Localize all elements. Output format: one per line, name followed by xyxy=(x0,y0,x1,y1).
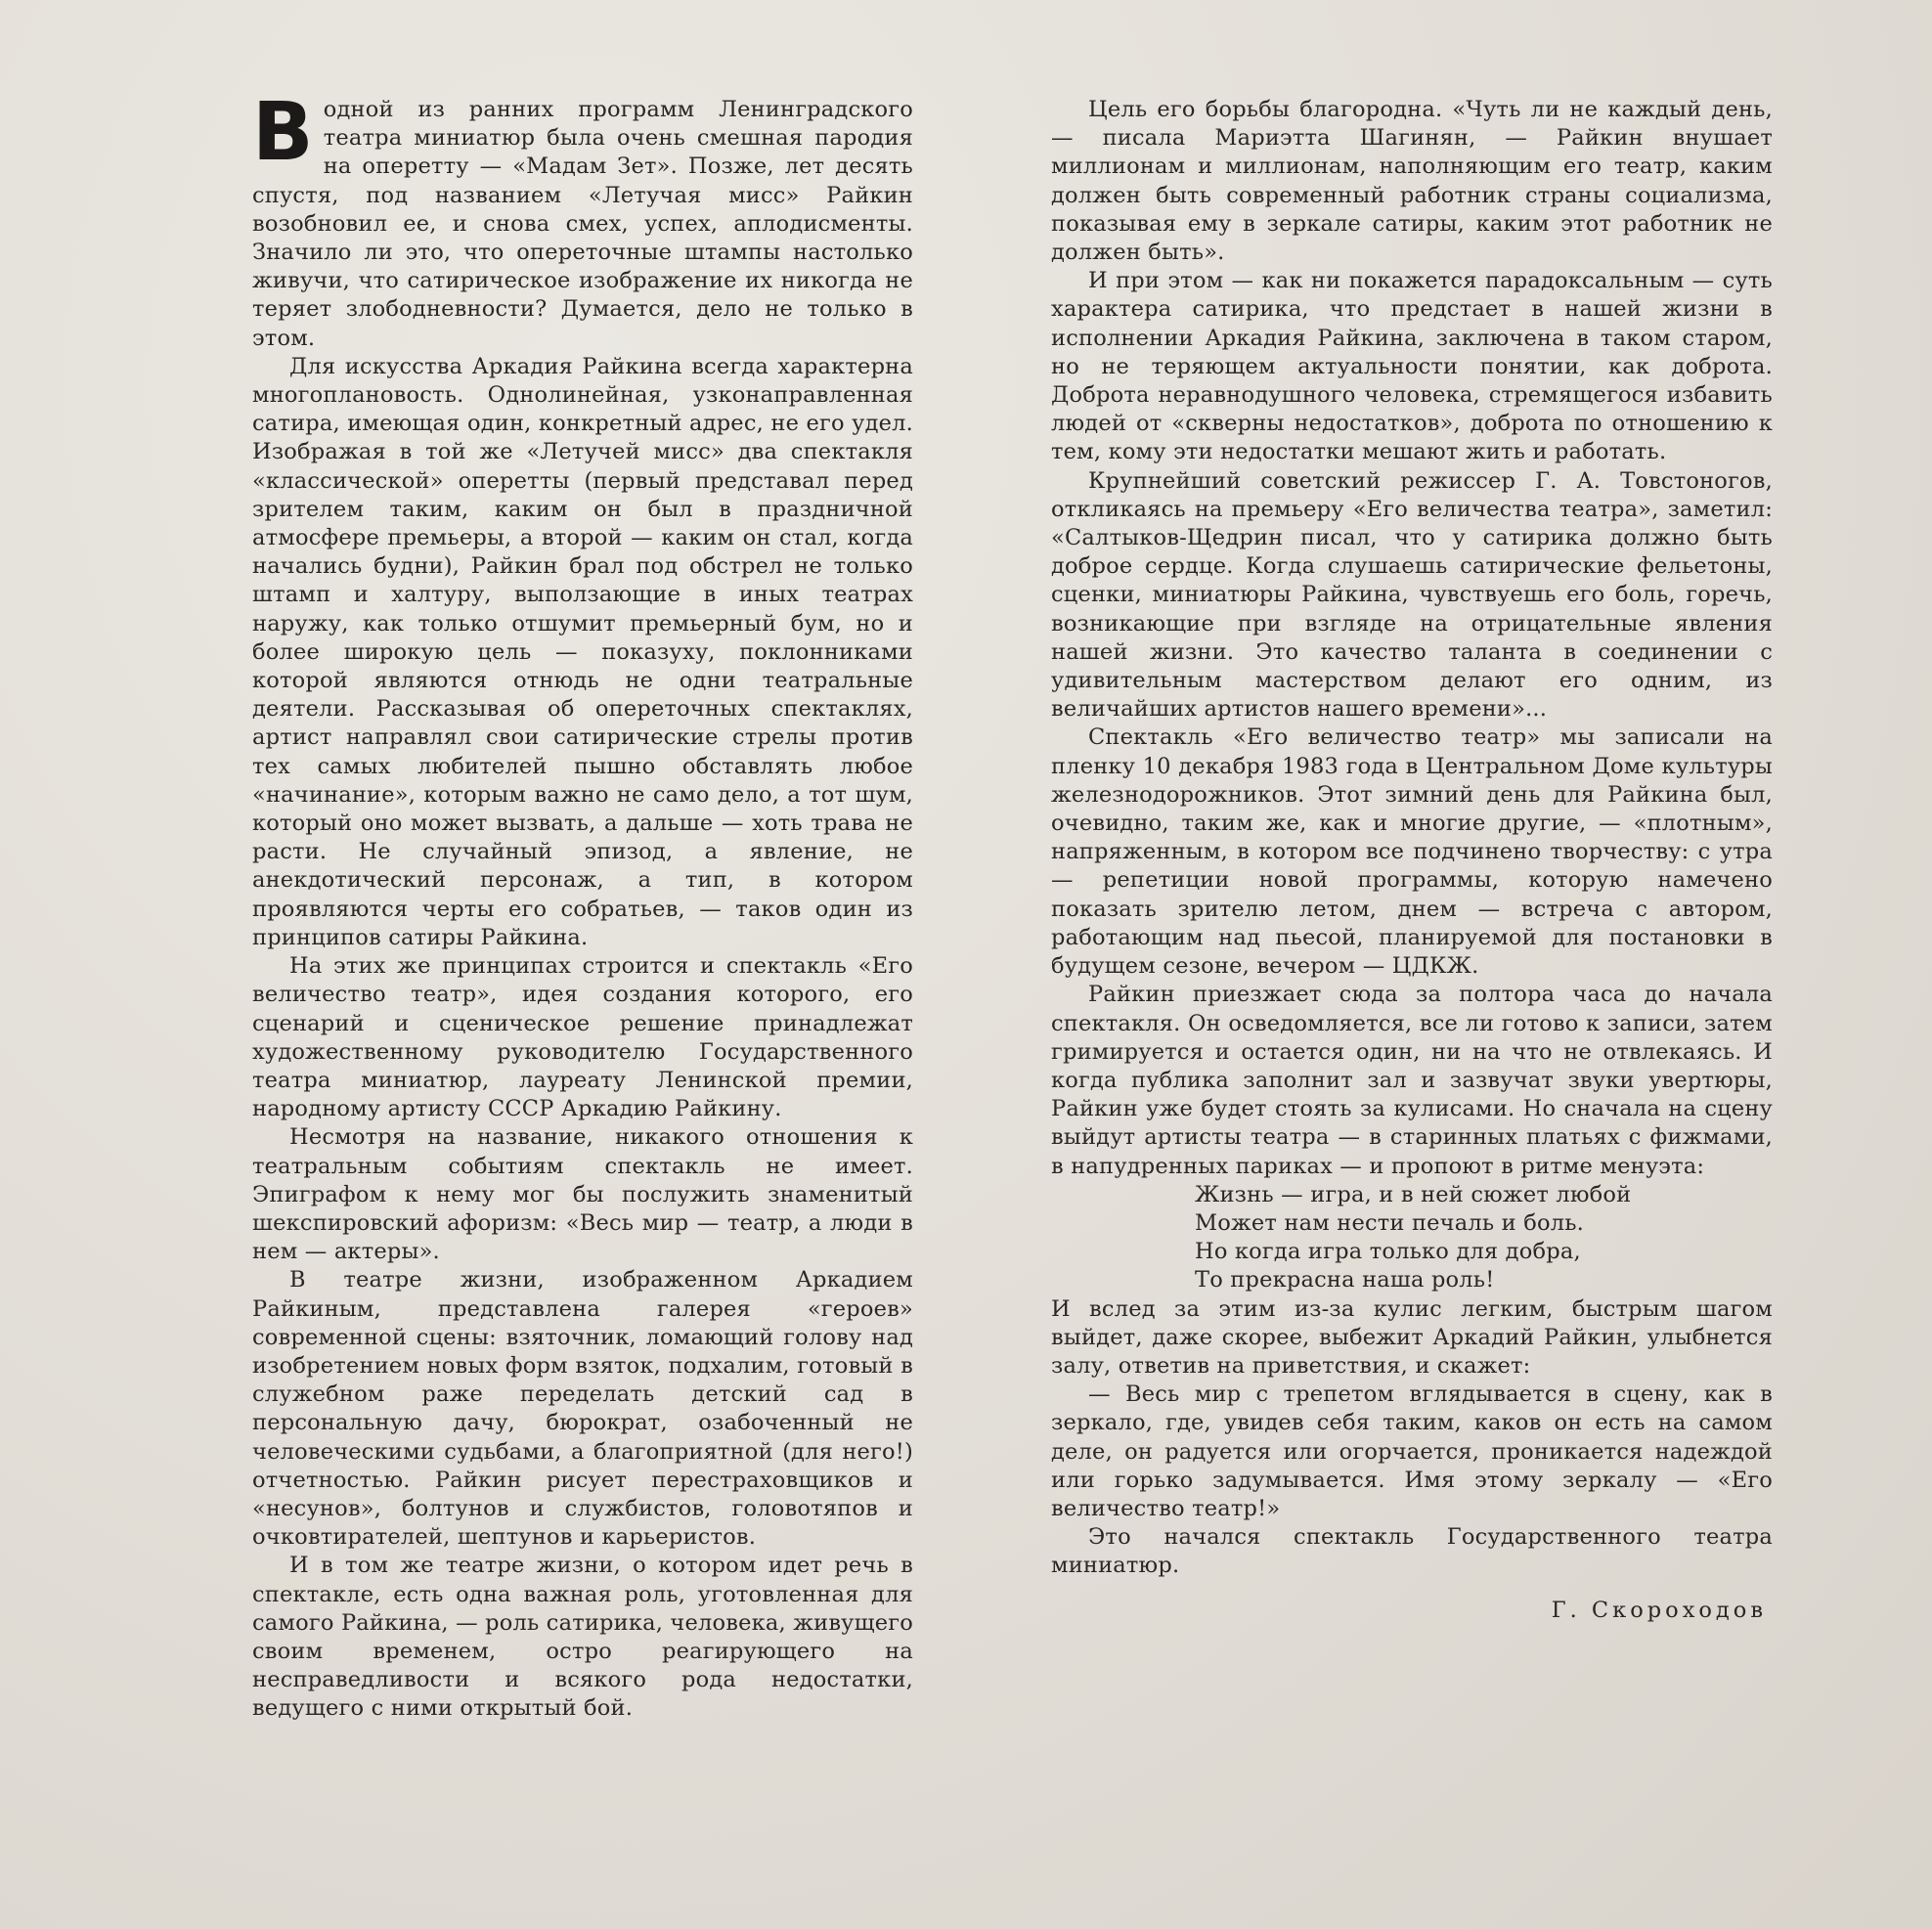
drop-cap: В xyxy=(252,86,314,179)
paragraph: Несмотря на название, никакого отношения к театральным событиям спектакль не имеет. Эпиграфом к нему мог бы послужить знаменитый шекспировский афоризм: «Весь мир — театр, а люди в нем — актеры». xyxy=(252,1124,913,1265)
paragraph: Цель его борьбы благородна. «Чуть ли не каждый день, — писала Мариэтта Шагинян, — Райкин внушает миллионам и миллионам, наполняющим его театр, каким должен быть современный работник страны социализма, показывая ему в зеркале сатиры, каким этот работник не должен быть». xyxy=(1051,97,1773,266)
right-column xyxy=(1051,96,1773,1625)
paragraph: Райкин приезжает сюда за полтора часа до начала спектакля. Он осведомляется, все ли готово к записи, затем гримируется и остается один, ни на что не отвлекаясь. И когда публика заполнит зал и зазвучат звуки увертюры, Райкин уже будет стоять за кулисами. Но сначала на сцену выйдут артисты театра — в старинных платьях с фижмами, в напудренных париках — и пропоют в ритме менуэта: xyxy=(1051,982,1773,1179)
left-column xyxy=(252,86,913,1724)
paragraph: Для искусства Аркадия Райкина всегда характерна многоплановость. Однолинейная, узконаправленная сатира, имеющая один, конкретный адрес, не его удел. Изображая в той же «Летучей мисс» два спектакля «классической» оперетты (первый представал перед зрителем таким, каким он был в праздничной атмосфере премьеры, а второй — каким он стал, когда начались будни), Райкин брал под обстрел не только штамп и халтуру, выползающие в иных театрах наружу, как только отшумит премьерный бум, но и более широкую цель — показуху, поклонниками которой являются отнюдь не одни театральные деятели. Рассказывая об опереточных спектаклях, артист направлял свои сатирические стрелы против тех самых любителей пышно обставлять любое «начинание», которым важно не само дело, а тот шум, который оно может вызвать, а дальше — хоть трава не расти. Не случайный эпизод, а явление, не анекдотический персонаж, а тип, в котором проявляются черты его собратьев, — таков один из принципов сатиры Райкина. xyxy=(252,353,913,950)
paragraph: Крупнейший советский режиссер Г. А. Товстоногов, откликаясь на премьеру «Его величества театра», заметил: «Салтыков-Щедрин писал, что у сатирика должно быть доброе сердце. Когда слушаешь сатирические фельетоны, сценки, миниатюры Райкина, чувствуешь его боль, горечь, возникающие при взгляде на отрицательные явления нашей жизни. Это качество таланта в соединении с удивительным мастерством делают его одним, из величайших артистов нашего времени»... xyxy=(1051,467,1773,723)
paragraph: — Весь мир с трепетом вглядывается в сцену, как в зеркало, где, увидев себя таким, каков он есть на самом деле, он радуется или огорчается, проникается надеждой или горько задумывается. Имя этому зеркалу — «Его величество театр!» xyxy=(1051,1381,1773,1521)
poem-line: То прекрасна наша роль! xyxy=(1195,1267,1495,1293)
paragraph: На этих же принципах строится и спектакль «Его величество театр», идея создания которого, его сценарий и сценическое решение принадлежат художественному руководителю Государственного театра миниатюр, лауреату Ленинской премии, народному артисту СССР Аркадию Райкину. xyxy=(252,953,913,1122)
paragraph: Это начался спектакль Государственного театра миниатюр. xyxy=(1051,1524,1773,1579)
author-signature: Г. Скороходов xyxy=(1551,1597,1767,1623)
paragraph: В театре жизни, изображенном Аркадием Райкиным, представлена галерея «героев» современной сцены: взяточник, ломающий голову над изобретением новых форм взяток, подхалим, готовый в служебном раже переделать детский сад в персональную дачу, бюрократ, озабоченный не человеческими судьбами, а благоприятной (для него!) отчетностью. Райкин рисует перестраховщиков и «несунов», болтунов и службистов, головотяпов и очковтирателей, шептунов и карьеристов. xyxy=(252,1267,913,1551)
paragraph: И при этом — как ни покажется парадоксальным — суть характера сатирика, что предстает в нашей жизни в исполнении Аркадия Райкина, заключена в таком старом, но не теряющем актуальности понятии, как доброта. Доброта неравнодушного человека, стремящегося избавить людей от «скверны недостатков», доброта по отношению к тем, кому эти недостатки мешают жить и работать. xyxy=(1051,268,1773,465)
poem-line: Но когда игра только для добра, xyxy=(1195,1239,1581,1265)
paragraph-text: одной из ранних программ Ленинградского театра миниатюр была очень смешная пародия на оперетту — «Мадам Зет». Позже, лет десять спустя, под названием «Летучая мисс» Райкин возобновил ее, и снова смех, успех, аплодисменты. Значило ли это, что опереточные штампы настолько живучи, что сатирическое изображение их никогда не теряет злободневности? Думается, дело не только в этом. xyxy=(252,97,913,351)
paragraph: Спектакль «Его величество театр» мы записали на пленку 10 декабря 1983 года в Центральном Доме культуры железнодорожников. Этот зимний день для Райкина был, очевидно, таким же, как и многие другие, — «плотным», напряженным, в котором все подчинено творчеству: с утра — репетиции новой программы, которую намечено показать зрителю летом, днем — встреча с автором, работающим над пьесой, планируемой для постановки в будущем сезоне, вечером — ЦДКЖ. xyxy=(1051,724,1773,980)
poem-line: Может нам нести печаль и боль. xyxy=(1195,1209,1585,1236)
poem-line: Жизнь — игра, и в ней сюжет любой xyxy=(1195,1181,1632,1207)
poem-verse xyxy=(1195,1181,1773,1295)
paragraph: И в том же театре жизни, о котором идет речь в спектакле, есть одна важная роль, уготовленная для самого Райкина, — роль сатирика, человека, живущего своим временем, остро реагирующего на несправедливости и всякого рода недостатки, ведущего с ними открытый бой. xyxy=(252,1553,913,1722)
paragraph xyxy=(252,86,913,353)
paragraph: И вслед за этим из-за кулис легким, быстрым шагом выйдет, даже скорее, выбежит Аркадий Райкин, улыбнется залу, ответив на приветствия, и скажет: xyxy=(1051,1295,1773,1379)
